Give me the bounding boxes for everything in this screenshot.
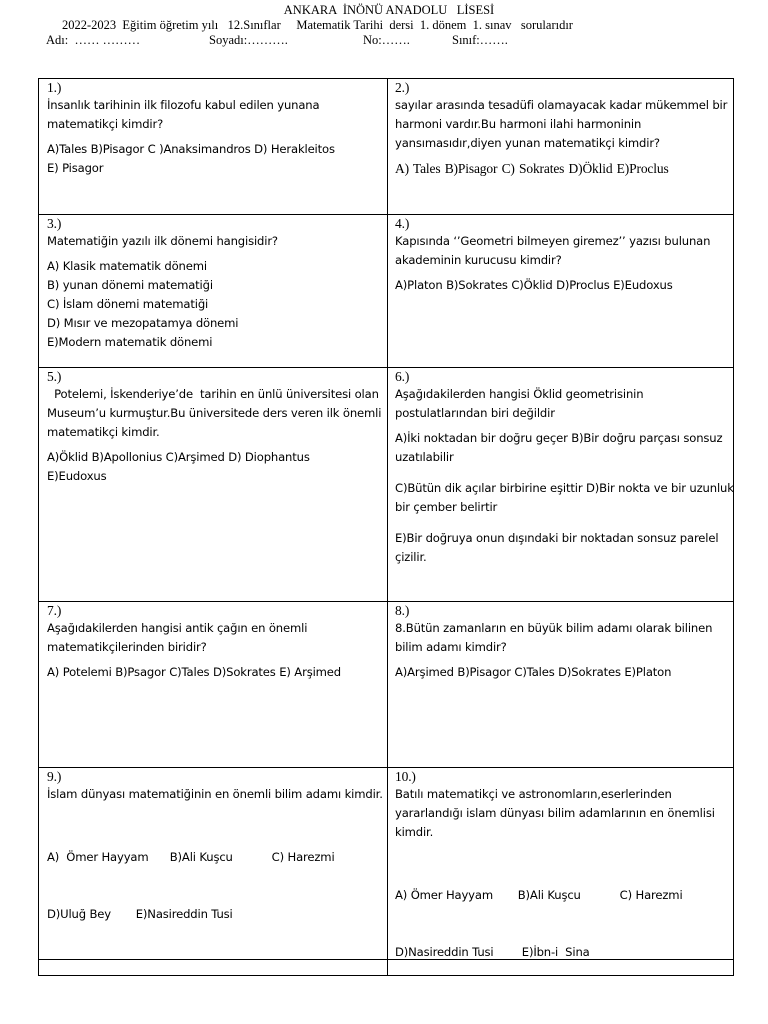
- question-8: [395, 603, 735, 682]
- question-number: 6.): [395, 369, 410, 384]
- option-line: A)Tales B)Pisagor C )Anaksimandros D) Herakleitos: [47, 142, 335, 156]
- option-line: A)Arşimed B)Pisagor C)Tales D)Sokrates E)Platon: [395, 665, 672, 679]
- question-text: Potelemi, İskenderiye’de tarihin en ünlü üniversitesi olan Museum’u kurmuştur.Bu üniversitede ders veren ilk önemli matematikçi kimdir.: [47, 387, 385, 439]
- option-line: D)Nasireddin Tusi E)İbn-i Sina: [395, 945, 590, 959]
- answer-options: [395, 663, 735, 682]
- question-9: [47, 769, 387, 962]
- question-text: Aşağıdakilerden hangisi Öklid geometrisinin postulatlarından biri değildir: [395, 387, 644, 420]
- question-10: [395, 769, 735, 1000]
- option-line: A)Platon B)Sokrates C)Öklid D)Proclus E)Eudoxus: [395, 278, 673, 292]
- question-2: [395, 80, 735, 178]
- option-line: E)Bir doğruya onun dışındaki bir noktadan sonsuz parelel çizilir.: [395, 531, 719, 564]
- option-line: A)İki noktadan bir doğru geçer B)Bir doğru parçası sonsuz uzatılabilir: [395, 431, 723, 464]
- answer-options: [47, 810, 387, 962]
- number-field-label: No:…….: [363, 33, 410, 47]
- questions-table: [38, 78, 734, 976]
- question-text: Kapısında ‘’Geometri bilmeyen giremez’’ yazısı bulunan akademinin kurucusu kimdir?: [395, 234, 711, 267]
- question-3: [47, 216, 387, 352]
- option-line: D)Uluğ Bey E)Nasireddin Tusi: [47, 907, 233, 921]
- answer-options: [395, 159, 735, 178]
- question-text: İnsanlık tarihinin ilk filozofu kabul edilen yunana matematikçi kimdir?: [47, 98, 320, 131]
- question-number: 10.): [395, 769, 416, 784]
- row-divider: [39, 767, 733, 768]
- question-number: 9.): [47, 769, 62, 784]
- option-line: E)Modern matematik dönemi: [47, 335, 213, 349]
- option-line: A) Klasik matematik dönemi: [47, 259, 207, 273]
- question-4: [395, 216, 735, 295]
- question-number: 4.): [395, 216, 410, 231]
- answer-options: [395, 848, 735, 1000]
- option-line: A) Tales B)Pisagor C) Sokrates D)Öklid E)Proclus: [395, 161, 669, 176]
- question-5: [47, 369, 387, 486]
- answer-options: [47, 448, 387, 486]
- row-divider: [39, 214, 733, 215]
- option-line: A) Ömer Hayyam B)Ali Kuşcu C) Harezmi: [395, 888, 683, 902]
- question-text: 8.Bütün zamanların en büyük bilim adamı olarak bilinen bilim adamı kimdir?: [395, 621, 713, 654]
- exam-info-line: 2022-2023 Eğitim öğretim yılı 12.Sınıflar Matematik Tarihi dersi 1. dönem 1. sınav sorularıdır: [62, 18, 573, 32]
- school-title: ANKARA İNÖNÜ ANADOLU LİSESİ: [283, 3, 495, 17]
- answer-options: [395, 429, 735, 567]
- question-text: İslam dünyası matematiğinin en önemli bilim adamı kimdir.: [47, 787, 383, 801]
- class-field-label: Sınıf:…….: [452, 33, 508, 47]
- option-line: C) İslam dönemi matematiği: [47, 297, 209, 311]
- surname-field-label: Soyadı:……….: [209, 33, 288, 47]
- option-line: B) yunan dönemi matematiği: [47, 278, 213, 292]
- answer-options: [47, 663, 387, 682]
- option-line: A) Potelemi B)Psagor C)Tales D)Sokrates E) Arşimed: [47, 665, 341, 679]
- question-number: 2.): [395, 80, 410, 95]
- row-divider: [39, 367, 733, 368]
- question-1: [47, 80, 387, 178]
- question-7: [47, 603, 387, 682]
- row-divider: [39, 601, 733, 602]
- option-line: A)Öklid B)Apollonius C)Arşimed D) Diophantus: [47, 450, 310, 464]
- name-field-label: Adı: …… ………: [46, 33, 141, 47]
- answer-options: [395, 276, 735, 295]
- option-line: C)Bütün dik açılar birbirine eşittir D)Bir nokta ve bir uzunluk bir çember belirtir: [395, 481, 734, 514]
- question-6: [395, 369, 735, 567]
- option-line: A) Ömer Hayyam B)Ali Kuşcu C) Harezmi: [47, 850, 335, 864]
- option-line: E) Pisagor: [47, 161, 104, 175]
- question-number: 3.): [47, 216, 62, 231]
- answer-options: [47, 140, 387, 178]
- question-number: 7.): [47, 603, 62, 618]
- question-number: 5.): [47, 369, 62, 384]
- question-number: 1.): [47, 80, 62, 95]
- option-line: E)Eudoxus: [47, 469, 107, 483]
- question-number: 8.): [395, 603, 410, 618]
- question-text: Matematiğin yazılı ilk dönemi hangisidir?: [47, 234, 278, 248]
- question-text: Batılı matematikçi ve astronomların,eserlerinden yararlandığı islam dünyası bilim adamlarının en önemlisi kimdir.: [395, 787, 715, 839]
- answer-options: [47, 257, 387, 352]
- option-line: D) Mısır ve mezopatamya dönemi: [47, 316, 239, 330]
- question-text: Aşağıdakilerden hangisi antik çağın en önemli matematikçilerinden biridir?: [47, 621, 308, 654]
- question-text: sayılar arasında tesadüfi olamayacak kadar mükemmel bir harmoni vardır.Bu harmoni ilahi harmoninin yansımasıdır,diyen yunan matematikçi kimdir?: [395, 98, 728, 150]
